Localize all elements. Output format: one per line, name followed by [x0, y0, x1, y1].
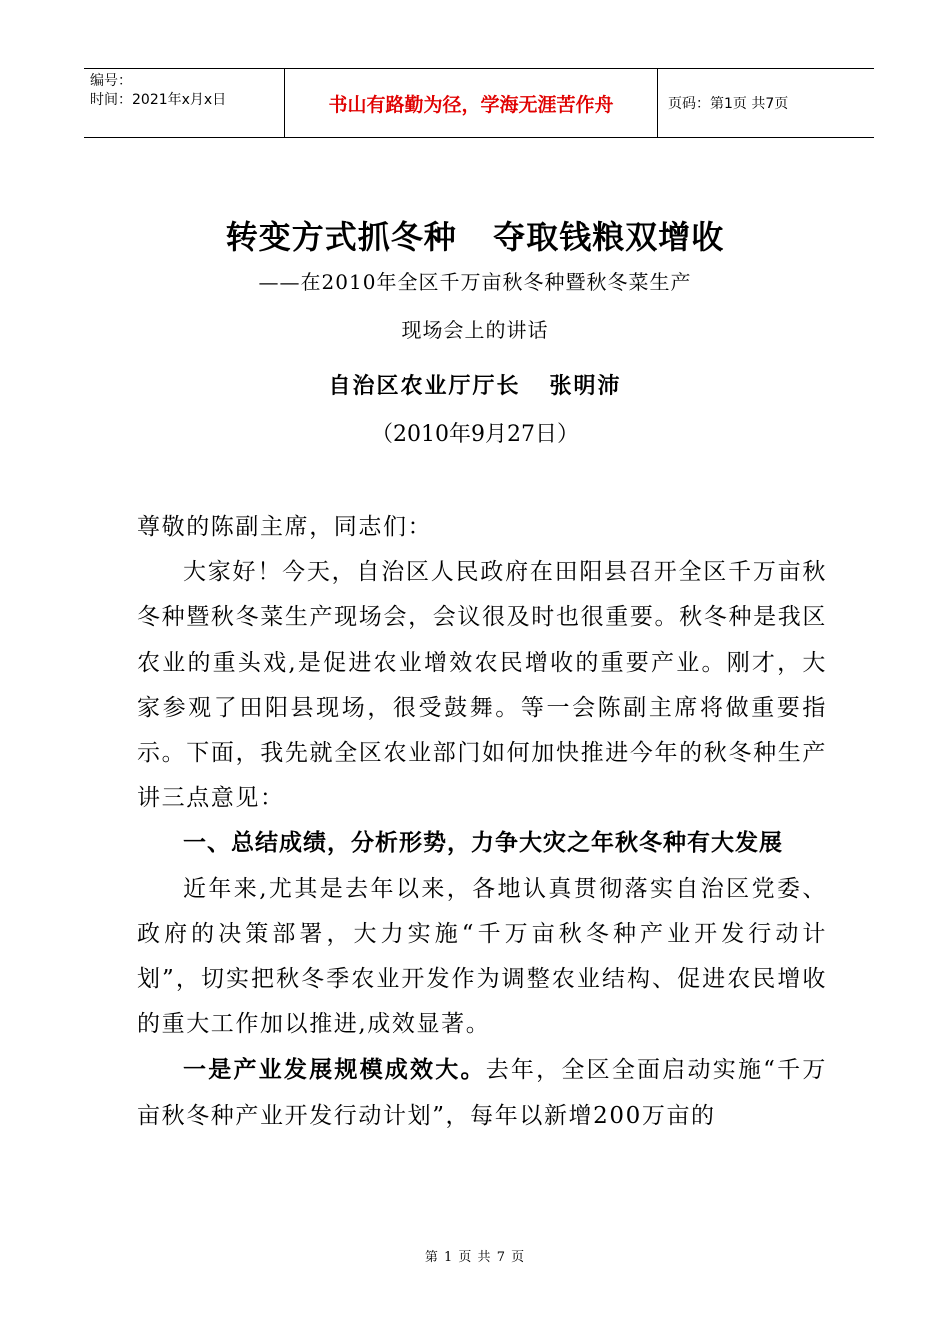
- header-motto: 书山有路勤为径，学海无涯苦作舟: [285, 69, 658, 137]
- header-meta: [84, 69, 285, 137]
- document-title: 转变方式抓冬种 夺取钱粮双增收: [225, 218, 725, 256]
- author-line: 自治区农业厅厅长 张明沛: [328, 373, 622, 399]
- time-label: 时间：2021年x月x日: [90, 92, 227, 108]
- paragraph-2: 近年来,尤其是去年以来，各地认真贯彻落实自治区党委、政府的决策部署，大力实施“千万亩秋冬种产业开发行动计划”，切实把秋冬季农业开发作为调整农业结构、促进农民增收的重大工作加以推进,成效显著。: [137, 875, 827, 1038]
- subtitle-line-2: 现场会上的讲话: [401, 318, 549, 342]
- page-footer: 第 1 页 共 7 页: [424, 1250, 526, 1265]
- paragraph-3-text: 去年，全区全面启动实施“千万亩秋冬种产业开发行动计划”，每年以新增200万亩的: [137, 1057, 827, 1129]
- header-page-info: 页码：第1页 共7页: [668, 96, 789, 112]
- salutation: 尊敬的陈副主席，同志们：: [137, 514, 433, 540]
- section-heading-1: 一、总结成绩，分析形势，力争大灾之年秋冬种有大发展: [183, 830, 783, 857]
- subtitle-line-1: ——在2010年全区千万亩秋冬种暨秋冬菜生产: [258, 270, 692, 294]
- paragraph-3-lead: 一是产业发展规模成效大。: [183, 1056, 486, 1084]
- document-header: [84, 68, 874, 138]
- speech-date: （2010年9月27日）: [371, 422, 579, 447]
- number-label: 编号：: [90, 73, 132, 89]
- paragraph-3: [137, 1047, 827, 1138]
- paragraph-1: 大家好！今天，自治区人民政府在田阳县召开全区千万亩秋冬种暨秋冬菜生产现场会，会议很及时也很重要。秋冬种是我区农业的重头戏,是促进农业增效农民增收的重要产业。刚才，大家参观了田阳县现场，很受鼓舞。等一会陈副主席将做重要指示。下面，我先就全区农业部门如何加快推进今年的秋冬种生产讲三点意见：: [137, 559, 827, 812]
- document-body: [137, 505, 827, 1139]
